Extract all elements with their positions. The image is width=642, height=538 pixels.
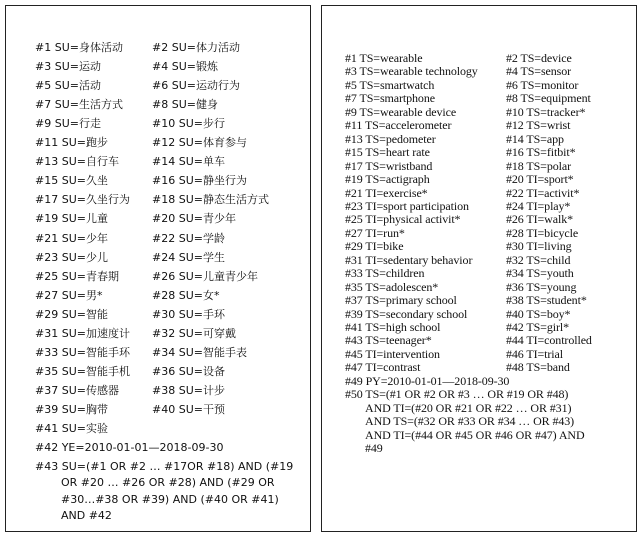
search-term: #21 SU=少年 (35, 231, 108, 245)
search-term: #29 SU=智能 (35, 307, 108, 321)
search-term: #5 SU=活动 (35, 79, 101, 93)
search-term: #27 TI=run* (345, 225, 405, 240)
search-term: #37 SU=传感器 (35, 383, 119, 397)
search-term: #38 TS=student* (506, 293, 587, 308)
search-term: #3 SU=运动 (35, 60, 101, 74)
search-term: #21 TI=exercise* (345, 185, 428, 200)
search-term: #8 TS=equipment (506, 91, 591, 106)
combined-query-line: AND TI=(#44 OR #45 OR #46 OR #47) AND (365, 427, 585, 442)
search-term: #32 SU=可穿戴 (152, 326, 236, 340)
combined-query-line: #43 SU=(#1 OR #2 … #17OR #18) AND (#19 (35, 460, 294, 474)
search-term: #28 SU=女* (152, 288, 220, 302)
search-term: #22 SU=学龄 (152, 231, 225, 245)
search-term: #19 SU=儿童 (35, 212, 108, 226)
chinese-search-strategy-panel (5, 5, 311, 532)
search-term: #27 SU=男* (35, 288, 103, 302)
search-term: #47 TI=contrast (345, 360, 421, 375)
search-term: #19 TS=actigraph (345, 172, 430, 187)
search-term: #25 SU=青春期 (35, 269, 119, 283)
search-term: #1 SU=身体活动 (35, 41, 123, 54)
search-term: #33 TS=children (345, 266, 425, 281)
search-term: #4 SU=锻炼 (152, 60, 218, 74)
search-term: #34 SU=智能手表 (152, 345, 247, 359)
search-term: #41 SU=实验 (35, 422, 108, 435)
search-term: #15 TS=heart rate (345, 145, 430, 160)
search-term: #33 SU=智能手环 (35, 345, 130, 359)
search-term: #39 TS=secondary school (345, 306, 468, 321)
search-term: #7 TS=smartphone (345, 91, 435, 106)
search-term: #31 TI=sedentary behavior (345, 252, 473, 267)
combined-query-line: OR #20 … #26 OR #28) AND (#29 OR (61, 476, 275, 490)
search-term: #14 TS=app (506, 131, 564, 146)
search-term: #15 SU=久坐 (35, 174, 108, 188)
search-term: #7 SU=生活方式 (35, 98, 123, 112)
search-term: #48 TS=band (506, 360, 570, 375)
search-term: #30 SU=手环 (152, 307, 225, 321)
search-term: #4 TS=sensor (506, 64, 572, 79)
search-term: #18 SU=静态生活方式 (152, 193, 269, 207)
search-term: #6 TS=monitor (506, 77, 579, 92)
search-term: #18 TS=polar (506, 158, 572, 173)
combined-query-line: AND #42 (61, 509, 112, 522)
search-term: #14 SU=单车 (152, 155, 225, 169)
search-term: #1 TS=wearable (345, 51, 423, 65)
search-term: #40 SU=干预 (152, 402, 225, 416)
search-term: #17 SU=久坐行为 (35, 193, 130, 207)
search-term: #42 YE=2010-01-01—2018-09-30 (35, 441, 224, 455)
search-term: #3 TS=wearable technology (345, 64, 478, 79)
search-term: #20 SU=青少年 (152, 212, 236, 226)
search-term: #46 TI=trial (506, 346, 564, 361)
search-term: #29 TI=bike (345, 239, 404, 254)
search-term: #2 TS=device (506, 51, 572, 65)
search-term: #49 PY=2010-01-01—2018-09-30 (345, 373, 510, 388)
search-term: #10 SU=步行 (152, 117, 225, 131)
search-term: #20 TI=sport* (506, 172, 574, 187)
search-term: #35 TS=adolescen* (345, 279, 439, 294)
search-term: #23 TI=sport participation (345, 198, 469, 213)
search-term: #31 SU=加速度计 (35, 326, 130, 340)
combined-query-line: #30…#38 OR #39) AND (#40 OR #41) (61, 492, 279, 506)
search-term: #44 TI=controlled (506, 333, 592, 348)
combined-query-line: AND TI=(#20 OR #21 OR #22 … OR #31) (365, 400, 572, 415)
search-term: #12 SU=体育参与 (152, 136, 247, 150)
search-term: #36 TS=young (506, 279, 577, 294)
search-term: #38 SU=计步 (152, 383, 225, 397)
search-term: #8 SU=健身 (152, 98, 218, 112)
search-term: #42 TS=girl* (506, 320, 570, 334)
combined-query-line: AND TS=(#32 OR #33 OR #34 … OR #43) (365, 414, 575, 429)
search-term: #2 SU=体力活动 (152, 41, 240, 54)
search-term: #12 TS=wrist (506, 118, 571, 133)
search-term: #40 TS=boy* (506, 306, 571, 321)
search-term: #6 SU=运动行为 (152, 79, 240, 93)
search-term: #43 TS=teenager* (345, 333, 432, 348)
search-term: #17 TS=wristband (345, 158, 433, 173)
search-term: #30 TI=living (506, 239, 572, 254)
search-term: #45 TI=intervention (345, 346, 440, 361)
search-term: #35 SU=智能手机 (35, 364, 130, 378)
search-term: #41 TS=high school (345, 320, 441, 334)
english-search-strategy-panel (321, 5, 637, 532)
search-term: #16 TS=fitbit* (506, 145, 576, 160)
search-term: #26 TI=walk* (506, 212, 574, 227)
search-term: #11 TS=accelerometer (345, 118, 452, 133)
search-term: #13 SU=自行车 (35, 155, 119, 169)
search-term: #16 SU=静坐行为 (152, 174, 247, 188)
search-term: #22 TI=activit* (506, 185, 580, 200)
search-term: #28 TI=bicycle (506, 225, 579, 240)
search-term: #13 TS=pedometer (345, 131, 436, 146)
search-term: #9 SU=行走 (35, 117, 101, 131)
search-term: #5 TS=smartwatch (345, 77, 435, 92)
search-term: #10 TS=tracker* (506, 104, 586, 119)
search-term: #24 SU=学生 (152, 250, 225, 264)
search-term: #32 TS=child (506, 252, 571, 267)
search-term: #9 TS=wearable device (345, 104, 457, 119)
search-term: #34 TS=youth (506, 266, 574, 281)
search-term: #39 SU=胸带 (35, 402, 108, 416)
search-term: #24 TI=play* (506, 198, 571, 213)
search-term: #23 SU=少儿 (35, 250, 108, 264)
combined-query-line: #49 (365, 441, 383, 456)
combined-query-line: #50 TS=(#1 OR #2 OR #3 … OR #19 OR #48) (345, 387, 569, 402)
search-term: #25 TI=physical activit* (345, 212, 461, 227)
search-term: #26 SU=儿童青少年 (152, 269, 258, 283)
search-term: #37 TS=primary school (345, 293, 457, 308)
search-term: #36 SU=设备 (152, 364, 225, 378)
search-term: #11 SU=跑步 (35, 136, 108, 150)
